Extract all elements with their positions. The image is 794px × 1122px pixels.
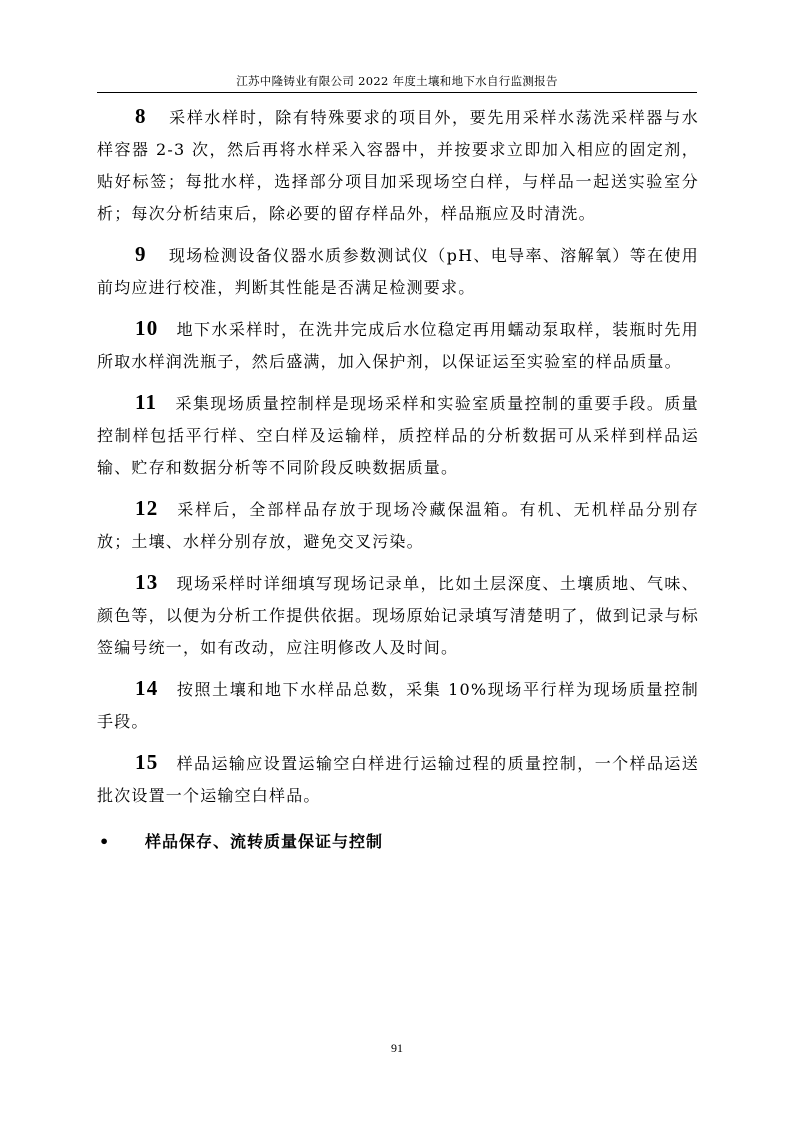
paragraph-9	[97, 238, 699, 304]
paragraph-text: 地下水采样时，在洗井完成后水位稳定再用蠕动泵取样，装瓶时先用所取水样润洗瓶子，然后盛满，加入保护剂，以保证运至实验室的样品质量。	[97, 320, 699, 371]
page-header: 江苏中隆铸业有限公司 2022 年度土壤和地下水自行监测报告	[236, 74, 558, 88]
paragraph-number: 13	[135, 570, 159, 594]
paragraph-text: 现场采样时详细填写现场记录单，比如土层深度、土壤质地、气味、颜色等，以便为分析工作提供依据。现场原始记录填写清楚明了，做到记录与标签编号统一，如有改动，应注明修改人及时间。	[97, 574, 700, 657]
paragraph-number: 14	[135, 676, 159, 700]
paragraph-number: 12	[135, 496, 159, 520]
section-heading	[97, 826, 699, 858]
paragraph-11	[97, 386, 699, 484]
paragraph-text: 按照土壤和地下水样品总数，采集 10%现场平行样为现场质量控制手段。	[97, 680, 699, 731]
page-number: 91	[391, 1041, 403, 1055]
paragraph-number: 10	[135, 316, 159, 340]
paragraph-text: 采样水样时，除有特殊要求的项目外，要先用采样水荡洗采样器与水样容器 2-3 次，然后再将水样采入容器中，并按要求立即加入相应的固定剂，贴好标签；每批水样，选择部分项目加采现场空白样，与样品一起送实验室分析；每次分析结束后，除必要的留存样品外，样品瓶应及时清洗。	[97, 108, 699, 223]
paragraph-10	[97, 312, 699, 378]
paragraph-15	[97, 746, 699, 812]
paragraph-13	[97, 566, 699, 664]
paragraph-text: 采集现场质量控制样是现场采样和实验室质量控制的重要手段。质量控制样包括平行样、空白样及运输样，质控样品的分析数据可从采样到样品运输、贮存和数据分析等不同阶段反映数据质量。	[97, 394, 699, 477]
section-heading-text: 样品保存、流转质量保证与控制	[145, 832, 384, 851]
paragraph-text: 采样后，全部样品存放于现场冷藏保温箱。有机、无机样品分别存放；土壤、水样分别存放，避免交叉污染。	[97, 500, 699, 551]
document-body	[97, 100, 699, 858]
paragraph-number: 11	[135, 390, 158, 414]
bullet-icon: •	[99, 832, 111, 851]
paragraph-8	[97, 100, 699, 230]
paragraph-12	[97, 492, 699, 558]
header-rule	[97, 92, 697, 93]
paragraph-number: 9	[135, 242, 147, 266]
paragraph-number: 8	[135, 104, 147, 128]
paragraph-number: 15	[135, 750, 159, 774]
paragraph-text: 现场检测设备仪器水质参数测试仪（pH、电导率、溶解氧）等在使用前均应进行校准，判断其性能是否满足检测要求。	[97, 246, 699, 297]
paragraph-text: 样品运输应设置运输空白样进行运输过程的质量控制，一个样品运送批次设置一个运输空白样品。	[97, 754, 699, 805]
paragraph-14	[97, 672, 699, 738]
